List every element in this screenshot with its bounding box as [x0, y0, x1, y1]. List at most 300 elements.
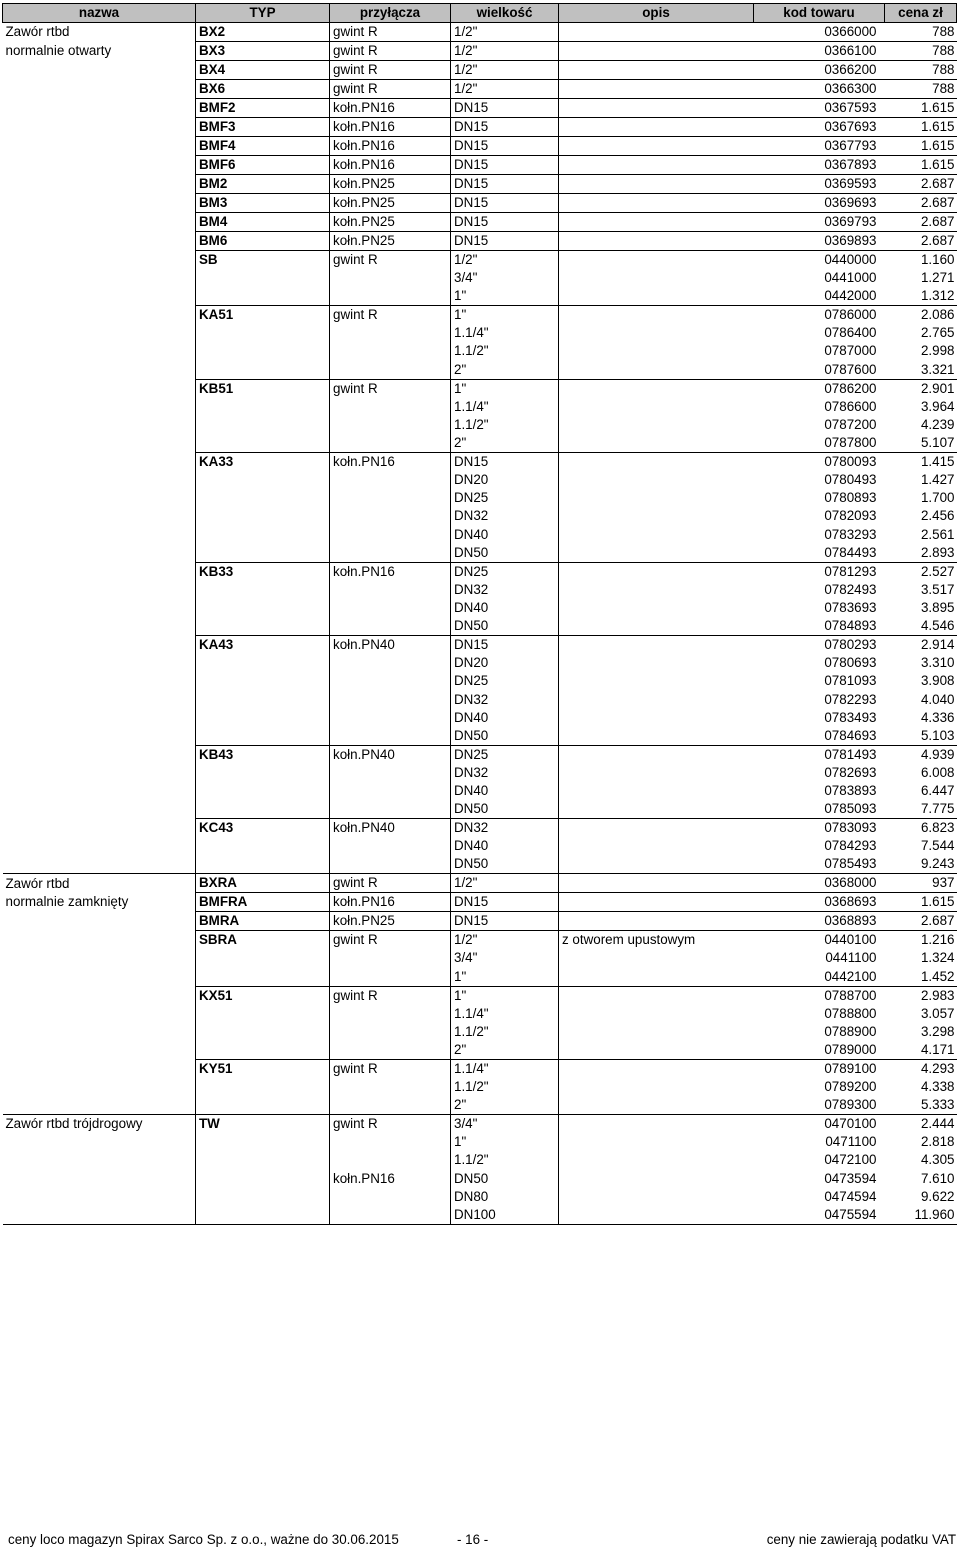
table-row	[3, 287, 957, 306]
type-cell	[196, 654, 330, 672]
connection-cell: gwint R	[330, 42, 451, 61]
product-code-cell: 0781293	[754, 562, 885, 581]
product-code-cell: 0789200	[824, 1079, 877, 1095]
product-name-cell	[3, 672, 196, 690]
size-cell: 1.1/2"	[451, 1023, 559, 1041]
price-cell: 3.908	[920, 673, 955, 689]
description-cell	[559, 213, 754, 232]
product-code-cell: 0368000	[754, 874, 885, 893]
product-code-cell: 0472100	[824, 1152, 877, 1168]
table-row	[3, 1023, 957, 1041]
product-name-cell	[3, 727, 196, 746]
description-cell	[559, 819, 754, 838]
description-cell	[559, 287, 754, 306]
product-code-cell: 0366300	[754, 80, 885, 99]
product-name-cell	[3, 949, 196, 967]
product-code-cell: 0369693	[754, 194, 885, 213]
table-row	[3, 251, 957, 270]
price-cell: 3.895	[920, 599, 955, 615]
description-cell	[559, 1188, 754, 1206]
product-code-cell: 0780893	[824, 490, 877, 506]
connection-cell	[330, 1133, 451, 1151]
price-cell: 3.298	[920, 1023, 955, 1039]
price-cell: 1.427	[920, 472, 955, 488]
price-cell: 4.040	[920, 691, 955, 707]
header-connection: przyłącza	[330, 4, 451, 23]
size-cell: DN25	[451, 672, 559, 690]
price-cell: 4.338	[920, 1079, 955, 1095]
price-cell: 4.546	[920, 618, 955, 634]
table-row	[3, 1096, 957, 1115]
product-name-cell	[3, 99, 196, 118]
type-cell	[196, 489, 330, 507]
connection-cell: kołn.PN25	[330, 175, 451, 194]
type-cell	[196, 269, 330, 287]
description-cell	[559, 1133, 754, 1151]
price-cell: 2.818	[920, 1134, 955, 1150]
price-cell: 788	[885, 80, 957, 99]
description-cell	[559, 949, 754, 967]
connection-cell	[330, 324, 451, 342]
product-name-cell	[3, 819, 196, 838]
size-cell: DN40	[451, 782, 559, 800]
description-cell	[559, 489, 754, 507]
connection-cell	[330, 654, 451, 672]
product-code-cell: 0470100	[754, 1115, 885, 1134]
description-cell	[559, 544, 754, 563]
description-cell	[559, 1170, 754, 1188]
connection-cell: gwint R	[330, 306, 451, 325]
product-code-cell: 0787200	[824, 416, 877, 432]
table-row	[3, 1041, 957, 1060]
product-code-cell: 0780493	[824, 472, 877, 488]
size-cell: DN32	[451, 764, 559, 782]
product-name-cell	[3, 61, 196, 80]
table-row	[3, 269, 957, 287]
price-cell: 5.103	[920, 727, 955, 743]
price-cell: 2.893	[920, 544, 955, 560]
type-cell: BM2	[196, 175, 330, 194]
type-cell	[196, 800, 330, 819]
product-code-cell: 0787600	[824, 361, 877, 377]
type-cell: BXRA	[196, 874, 330, 893]
product-code-cell: 0784893	[824, 618, 877, 634]
product-name-cell	[3, 581, 196, 599]
product-name-cell	[3, 379, 196, 398]
size-cell: DN40	[451, 526, 559, 544]
description-cell	[559, 434, 754, 453]
type-cell: BMF2	[196, 99, 330, 118]
product-name-cell	[3, 213, 196, 232]
table-row	[3, 213, 957, 232]
table-row	[3, 61, 957, 80]
product-name-cell	[3, 1096, 196, 1115]
type-cell: BX4	[196, 61, 330, 80]
connection-cell	[330, 1023, 451, 1041]
connection-cell: kołn.PN16	[330, 137, 451, 156]
type-cell: BM4	[196, 213, 330, 232]
table-row	[3, 23, 957, 42]
table-row	[3, 581, 957, 599]
size-cell: 1"	[451, 968, 559, 987]
description-cell	[559, 709, 754, 727]
connection-cell: kołn.PN40	[330, 745, 451, 764]
connection-cell	[330, 764, 451, 782]
price-cell: 1.160	[885, 251, 957, 270]
size-cell: DN50	[451, 855, 559, 874]
table-row	[3, 654, 957, 672]
connection-cell: kołn.PN25	[330, 232, 451, 251]
size-cell: DN15	[451, 636, 559, 655]
size-cell: DN15	[451, 99, 559, 118]
type-cell	[196, 416, 330, 434]
product-name-cell: normalnie otwarty	[3, 42, 196, 61]
connection-cell: gwint R	[330, 80, 451, 99]
type-cell: BMRA	[196, 912, 330, 931]
type-cell: BMF3	[196, 118, 330, 137]
type-cell: KB43	[196, 745, 330, 764]
table-row	[3, 709, 957, 727]
type-cell	[196, 1041, 330, 1060]
table-row	[3, 617, 957, 636]
product-name-cell	[3, 931, 196, 950]
table-row	[3, 819, 957, 838]
product-name-cell	[3, 489, 196, 507]
table-row	[3, 342, 957, 360]
type-cell	[196, 471, 330, 489]
connection-cell	[330, 599, 451, 617]
size-cell: 1.1/2"	[451, 342, 559, 360]
product-name-cell	[3, 137, 196, 156]
table-row	[3, 416, 957, 434]
size-cell: DN50	[451, 727, 559, 746]
product-name-cell	[3, 654, 196, 672]
product-name-cell	[3, 690, 196, 708]
table-row	[3, 912, 957, 931]
product-name-cell	[3, 324, 196, 342]
connection-cell: kołn.PN16	[330, 118, 451, 137]
price-cell: 1.615	[885, 156, 957, 175]
connection-cell: gwint R	[330, 251, 451, 270]
connection-cell: gwint R	[330, 874, 451, 893]
product-code-cell: 0783893	[824, 783, 877, 799]
type-cell: SB	[196, 251, 330, 270]
price-cell: 2.456	[920, 508, 955, 524]
connection-cell	[330, 690, 451, 708]
product-name-cell	[3, 1059, 196, 1078]
type-cell: TW	[196, 1115, 330, 1134]
type-cell	[196, 434, 330, 453]
table-row	[3, 156, 957, 175]
price-cell: 6.447	[920, 783, 955, 799]
connection-cell: gwint R	[330, 23, 451, 42]
table-row	[3, 1115, 957, 1134]
product-code-cell: 0789000	[824, 1041, 877, 1057]
table-row	[3, 452, 957, 471]
table-row	[3, 80, 957, 99]
connection-cell: gwint R	[330, 1059, 451, 1078]
product-name-cell	[3, 452, 196, 471]
size-cell: 2"	[451, 1041, 559, 1060]
connection-cell	[330, 782, 451, 800]
price-cell: 1.452	[920, 968, 955, 984]
size-cell: 1/2"	[451, 42, 559, 61]
description-cell	[559, 42, 754, 61]
table-row	[3, 1188, 957, 1206]
table-row	[3, 986, 957, 1005]
connection-cell: gwint R	[330, 379, 451, 398]
connection-cell	[330, 269, 451, 287]
description-cell	[559, 232, 754, 251]
table-row	[3, 893, 957, 912]
description-cell	[559, 562, 754, 581]
size-cell: DN15	[451, 194, 559, 213]
type-cell: KX51	[196, 986, 330, 1005]
product-name-cell	[3, 544, 196, 563]
size-cell: 1/2"	[451, 23, 559, 42]
description-cell	[559, 1115, 754, 1134]
connection-cell	[330, 526, 451, 544]
type-cell: BMF4	[196, 137, 330, 156]
connection-cell	[330, 672, 451, 690]
product-code-cell: 0441000	[824, 270, 877, 286]
product-code-cell: 0782693	[824, 764, 877, 780]
product-code-cell: 0368693	[754, 893, 885, 912]
product-code-cell: 0783693	[824, 599, 877, 615]
connection-cell	[330, 1041, 451, 1060]
footer-vat-note: ceny nie zawierają podatku VAT	[766, 1532, 956, 1547]
connection-cell	[330, 489, 451, 507]
type-cell: KA43	[196, 636, 330, 655]
type-cell: BM6	[196, 232, 330, 251]
header-type: TYP	[196, 4, 330, 23]
description-cell	[559, 782, 754, 800]
size-cell: 3/4"	[451, 949, 559, 967]
type-cell	[196, 1188, 330, 1206]
product-code-cell: 0786400	[824, 325, 877, 341]
product-name-cell	[3, 745, 196, 764]
description-cell	[559, 361, 754, 380]
type-cell	[196, 398, 330, 416]
price-cell: 4.239	[920, 416, 955, 432]
product-code-cell: 0786200	[754, 379, 885, 398]
product-name-cell	[3, 361, 196, 380]
type-cell	[196, 672, 330, 690]
product-name-cell: Zawór rtbd	[3, 874, 196, 893]
table-row	[3, 544, 957, 563]
product-name-cell	[3, 599, 196, 617]
price-cell: 4.305	[920, 1152, 955, 1168]
size-cell: DN32	[451, 581, 559, 599]
product-name-cell	[3, 1188, 196, 1206]
description-cell	[559, 452, 754, 471]
description-cell	[559, 1005, 754, 1023]
product-code-cell: 0780693	[824, 655, 877, 671]
table-row	[3, 764, 957, 782]
size-cell: DN20	[451, 654, 559, 672]
size-cell: 3/4"	[451, 1115, 559, 1134]
connection-cell	[330, 1206, 451, 1225]
product-name-cell	[3, 526, 196, 544]
size-cell: 2"	[451, 434, 559, 453]
price-cell: 5.333	[920, 1097, 955, 1113]
type-cell	[196, 526, 330, 544]
description-cell	[559, 137, 754, 156]
description-cell	[559, 690, 754, 708]
table-row	[3, 137, 957, 156]
description-cell	[559, 471, 754, 489]
description-cell	[559, 1096, 754, 1115]
size-cell: DN100	[451, 1206, 559, 1225]
type-cell	[196, 1096, 330, 1115]
table-row	[3, 636, 957, 655]
product-code-cell: 0366200	[754, 61, 885, 80]
connection-cell	[330, 855, 451, 874]
price-cell: 3.517	[920, 581, 955, 597]
description-cell	[559, 1041, 754, 1060]
description-cell	[559, 1206, 754, 1225]
connection-cell: kołn.PN16	[330, 99, 451, 118]
connection-cell	[330, 507, 451, 525]
connection-cell: kołn.PN25	[330, 213, 451, 232]
description-cell	[559, 800, 754, 819]
product-code-cell: 0368893	[754, 912, 885, 931]
type-cell: BM3	[196, 194, 330, 213]
description-cell	[559, 912, 754, 931]
connection-cell	[330, 1188, 451, 1206]
product-code-cell: 0781493	[754, 745, 885, 764]
table-row	[3, 690, 957, 708]
description-cell	[559, 968, 754, 987]
type-cell: KC43	[196, 819, 330, 838]
size-cell: 1.1/4"	[451, 1059, 559, 1078]
description-cell	[559, 636, 754, 655]
type-cell	[196, 968, 330, 987]
product-code-cell: 0442000	[824, 288, 877, 304]
table-row	[3, 562, 957, 581]
header-size: wielkość	[451, 4, 559, 23]
type-cell: BX6	[196, 80, 330, 99]
price-cell: 2.444	[885, 1115, 957, 1134]
description-cell	[559, 617, 754, 636]
table-row	[3, 599, 957, 617]
type-cell: KB33	[196, 562, 330, 581]
price-cell: 7.610	[920, 1170, 955, 1186]
type-cell	[196, 599, 330, 617]
connection-cell: kołn.PN16	[330, 452, 451, 471]
description-cell	[559, 118, 754, 137]
table-row	[3, 931, 957, 950]
price-cell: 4.336	[920, 709, 955, 725]
table-row	[3, 949, 957, 967]
size-cell: DN15	[451, 452, 559, 471]
connection-cell	[330, 1078, 451, 1096]
description-cell	[559, 1023, 754, 1041]
table-row	[3, 175, 957, 194]
size-cell: 1.1/4"	[451, 1005, 559, 1023]
description-cell	[559, 269, 754, 287]
header-price: cena zł	[885, 4, 957, 23]
product-code-cell: 0367793	[754, 137, 885, 156]
product-name-cell	[3, 342, 196, 360]
price-cell: 11.960	[885, 1206, 957, 1225]
product-code-cell: 0788900	[824, 1023, 877, 1039]
product-code-cell: 0788800	[824, 1005, 877, 1021]
size-cell: 1"	[451, 287, 559, 306]
description-cell	[559, 251, 754, 270]
connection-cell	[330, 581, 451, 599]
price-cell: 2.983	[885, 986, 957, 1005]
description-cell	[559, 672, 754, 690]
type-cell	[196, 361, 330, 380]
table-row	[3, 837, 957, 855]
footer-validity-note: ceny loco magazyn Spirax Sarco Sp. z o.o., ważne do 30.06.2015	[8, 1532, 399, 1547]
product-code-cell: 0473594	[824, 1170, 877, 1186]
description-cell	[559, 599, 754, 617]
connection-cell	[330, 800, 451, 819]
table-row	[3, 306, 957, 325]
product-name-cell	[3, 1151, 196, 1169]
description-cell	[559, 654, 754, 672]
connection-cell	[330, 1151, 451, 1169]
price-table	[2, 3, 957, 1225]
price-cell: 1.216	[885, 931, 957, 950]
table-row	[3, 968, 957, 987]
price-cell: 3.321	[920, 361, 955, 377]
type-cell	[196, 949, 330, 967]
table-row	[3, 727, 957, 746]
price-cell: 1.615	[885, 118, 957, 137]
size-cell: DN40	[451, 837, 559, 855]
price-cell: 3.964	[920, 398, 955, 414]
size-cell: DN15	[451, 232, 559, 251]
product-code-cell: 0442100	[824, 968, 877, 984]
price-cell: 3.310	[920, 655, 955, 671]
product-name-cell	[3, 968, 196, 987]
size-cell: 1/2"	[451, 874, 559, 893]
connection-cell	[330, 361, 451, 380]
product-name-cell	[3, 1078, 196, 1096]
product-name-cell: normalnie zamknięty	[3, 893, 196, 912]
size-cell: DN15	[451, 175, 559, 194]
size-cell: DN25	[451, 489, 559, 507]
size-cell: 2"	[451, 1096, 559, 1115]
type-cell: KB51	[196, 379, 330, 398]
product-code-cell: 0780093	[754, 452, 885, 471]
type-cell	[196, 1078, 330, 1096]
type-cell: KY51	[196, 1059, 330, 1078]
price-cell: 1.700	[920, 490, 955, 506]
size-cell: 1"	[451, 1133, 559, 1151]
product-code-cell: 0441100	[825, 950, 877, 966]
product-name-cell	[3, 232, 196, 251]
table-row	[3, 1133, 957, 1151]
table-row	[3, 526, 957, 544]
type-cell	[196, 782, 330, 800]
product-name-cell	[3, 782, 196, 800]
description-cell	[559, 745, 754, 764]
size-cell: 1"	[451, 986, 559, 1005]
size-cell: DN15	[451, 156, 559, 175]
description-cell	[559, 727, 754, 746]
product-name-cell	[3, 306, 196, 325]
product-name-cell	[3, 269, 196, 287]
table-row	[3, 398, 957, 416]
size-cell: 1/2"	[451, 80, 559, 99]
size-cell: DN50	[451, 800, 559, 819]
connection-cell	[330, 727, 451, 746]
product-name-cell	[3, 118, 196, 137]
